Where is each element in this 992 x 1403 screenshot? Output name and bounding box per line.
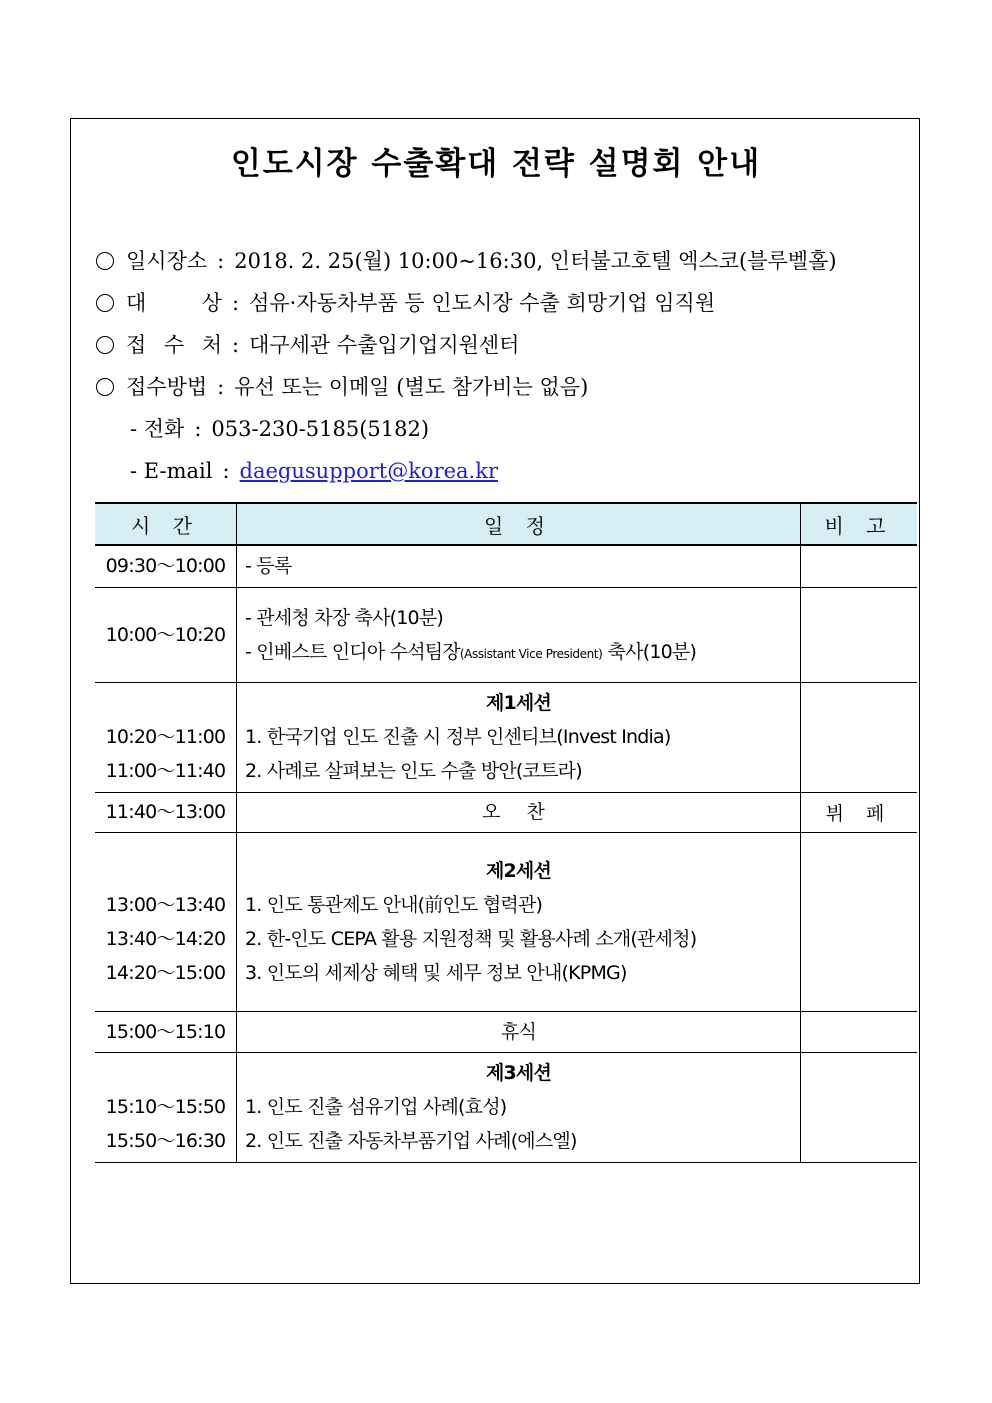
- email-label: - E-mail: [130, 459, 213, 483]
- info-row-phone: [94, 408, 894, 450]
- time-cell: [95, 792, 237, 832]
- table-row: [95, 587, 917, 682]
- note-cell: 뷔 페: [801, 792, 918, 832]
- note-cell: [801, 682, 918, 792]
- schedule-table: [95, 502, 917, 1163]
- time-spacer: [95, 1056, 236, 1090]
- time-text: 14:20～15:00: [105, 961, 226, 984]
- info-row-target: [94, 282, 894, 324]
- email-link[interactable]: daegusupport@korea.kr: [239, 459, 498, 483]
- schedule-text: 휴식: [500, 1020, 537, 1043]
- table-row: [95, 1011, 917, 1052]
- note-cell: [801, 832, 918, 1011]
- schedule-cell: [237, 792, 801, 832]
- time-cell: [95, 682, 237, 792]
- info-label-char: 처: [201, 333, 222, 357]
- schedule-text: 1. 인도 진출 섬유기업 사례(효성): [245, 1096, 507, 1118]
- schedule-text: 2. 한-인도 CEPA 활용 지원정책 및 활용사례 소개(관세청): [245, 927, 697, 950]
- time-text: 11:40～13:00: [105, 801, 226, 823]
- time-spacer: [95, 854, 236, 888]
- info-label: [126, 324, 222, 366]
- colon: :: [232, 291, 240, 315]
- table-row: [95, 832, 917, 1011]
- info-label-char: 대: [126, 291, 147, 315]
- page-title: 인도시장 수출확대 전략 설명회 안내: [230, 146, 762, 182]
- time-text: 10:20～11:00: [105, 726, 226, 748]
- header-schedule: 일 정: [237, 503, 801, 545]
- info-value: 유선 또는 이메일 (별도 참가비는 없음): [234, 375, 589, 399]
- schedule-cell: [237, 1052, 801, 1162]
- time-spacer: [95, 686, 236, 720]
- time-text: 13:00～13:40: [105, 893, 226, 916]
- info-label-char: 상: [201, 291, 222, 315]
- time-cell: [95, 1011, 237, 1052]
- schedule-text: [237, 635, 800, 669]
- schedule-text: 1. 한국기업 인도 진출 시 정부 인센티브(Invest India): [245, 726, 671, 748]
- info-row-method: [94, 366, 894, 408]
- colon: :: [194, 417, 202, 441]
- info-label: [126, 282, 222, 324]
- info-label: 일시장소: [126, 249, 208, 273]
- schedule-cell: [237, 1011, 801, 1052]
- schedule-cell: [237, 587, 801, 682]
- time-text: 15:10～15:50: [105, 1096, 226, 1118]
- schedule-cell: [237, 545, 801, 587]
- info-section: [94, 240, 894, 492]
- colon: :: [232, 333, 240, 357]
- header-time: 시 간: [95, 503, 237, 545]
- info-label: 접수방법: [126, 375, 208, 399]
- schedule-text-part: - 인베스트 인디아 수석팀장: [245, 640, 460, 663]
- time-text: 09:30～10:00: [105, 555, 226, 578]
- info-value: 섬유·자동차부품 등 인도시장 수출 희망기업 임직원: [249, 291, 716, 315]
- schedule-text: 오 찬: [482, 801, 555, 823]
- time-text: 13:40～14:20: [105, 927, 226, 950]
- header-note: 비 고: [801, 503, 918, 545]
- time-cell: [95, 545, 237, 587]
- info-label-char: 접: [126, 333, 147, 357]
- phone-label: - 전화: [130, 417, 185, 441]
- circle-bullet-icon: [96, 336, 114, 354]
- schedule-text-part: 축사(10분): [602, 640, 697, 663]
- table-row: [95, 545, 917, 587]
- table-header-row: [95, 503, 917, 545]
- schedule-text-small: (Assistant Vice President): [459, 646, 603, 661]
- note-cell: [801, 545, 918, 587]
- info-label-char: 수: [163, 333, 185, 357]
- time-text: 15:00～15:10: [105, 1020, 226, 1043]
- session-title: 제1세션: [485, 692, 552, 714]
- info-row-receiver: [94, 324, 894, 366]
- time-text: 15:50～16:30: [105, 1130, 226, 1152]
- table-row: [95, 792, 917, 832]
- schedule-cell: [237, 682, 801, 792]
- table-row: [95, 682, 917, 792]
- time-cell: [95, 1052, 237, 1162]
- note-cell: [801, 1052, 918, 1162]
- circle-bullet-icon: [96, 252, 114, 270]
- colon: :: [222, 459, 230, 483]
- phone-value: 053-230-5185(5182): [211, 417, 430, 441]
- time-cell: [95, 587, 237, 682]
- colon: :: [217, 249, 225, 273]
- schedule-text: 1. 인도 통관제도 안내(前인도 협력관): [245, 893, 543, 916]
- schedule-text: 3. 인도의 세제상 혜택 및 세무 정보 안내(KPMG): [245, 961, 627, 984]
- info-value: 2018. 2. 25(월) 10:00~16:30, 인터불고호텔 엑스코(블루벨홀): [234, 249, 837, 273]
- note-cell: [801, 587, 918, 682]
- schedule-text: - 등록: [245, 555, 292, 578]
- time-cell: [95, 832, 237, 1011]
- circle-bullet-icon: [96, 378, 114, 396]
- schedule-cell: [237, 832, 801, 1011]
- note-cell: [801, 1011, 918, 1052]
- colon: :: [217, 375, 225, 399]
- circle-bullet-icon: [96, 294, 114, 312]
- info-value: 대구세관 수출입기업지원센터: [249, 333, 520, 357]
- session-title: 제3세션: [485, 1062, 552, 1084]
- info-row-datetime: [94, 240, 894, 282]
- info-row-email: [94, 450, 894, 492]
- time-text: 11:00～11:40: [105, 760, 226, 782]
- schedule-text: 2. 인도 진출 자동차부품기업 사례(에스엘): [245, 1130, 577, 1152]
- schedule-text: - 관세청 차장 축사(10분): [245, 606, 444, 629]
- session-title: 제2세션: [485, 859, 552, 882]
- time-text: 10:00～10:20: [105, 623, 226, 646]
- schedule-text: 2. 사례로 살펴보는 인도 수출 방안(코트라): [245, 760, 582, 782]
- table-row: [95, 1052, 917, 1162]
